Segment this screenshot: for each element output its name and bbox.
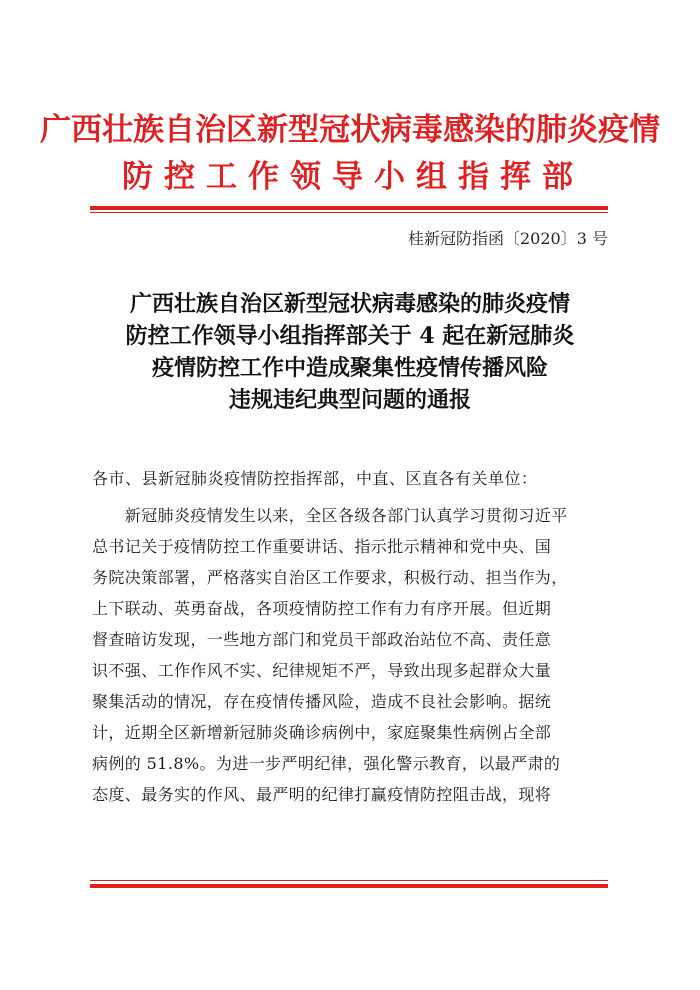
document-number: 桂新冠防指函〔2020〕3 号 xyxy=(408,229,608,248)
addressee: 各市、县新冠肺炎疫情防控指挥部，中直、区直各有关单位： xyxy=(92,469,538,488)
body-line: 务院决策部署，严格落实自治区工作要求，积极行动、担当作为， xyxy=(92,568,568,587)
body-line: 识不强、工作作风不实、纪律规矩不严，导致出现多起群众大量 xyxy=(92,661,552,680)
issuing-org-line-1: 广西壮族自治区新型冠状病毒感染的肺炎疫情 xyxy=(40,112,660,148)
body-line: 督查暗访发现，一些地方部门和党员干部政治站位不高、责任意 xyxy=(92,630,552,649)
title-line: 疫情防控工作中造成聚集性疫情传播风险 xyxy=(151,355,548,381)
header-rule-thin xyxy=(90,212,608,213)
body-paragraph xyxy=(92,500,608,810)
footer-rule-thick xyxy=(90,884,608,888)
body-line: 新冠肺炎疫情发生以来，全区各级各部门认真学习贯彻习近平 xyxy=(92,506,568,525)
title-line: 违规违纪典型问题的通报 xyxy=(228,387,471,413)
title-line: 广西壮族自治区新型冠状病毒感染的肺炎疫情 xyxy=(129,291,570,317)
header-rule-thick xyxy=(90,206,608,210)
body-line: 聚集活动的情况，存在疫情传播风险，造成不良社会影响。据统 xyxy=(92,692,552,711)
body-line: 上下联动、英勇奋战，各项疫情防控工作有力有序开展。但近期 xyxy=(92,599,552,618)
body-line: 总书记关于疫情防控工作重要讲话、指示批示精神和党中央、国 xyxy=(92,537,552,556)
document-title xyxy=(60,288,640,416)
footer-rule-thin xyxy=(90,880,608,881)
issuing-org-line-2: 防控工作领导小组指挥部 xyxy=(122,159,584,195)
body-line: 计，近期全区新增新冠肺炎确诊病例中，家庭聚集性病例占全部 xyxy=(92,723,552,742)
body-line: 病例的 51.8%。为进一步严明纪律，强化警示教育，以最严肃的 xyxy=(92,754,561,773)
title-line: 防控工作领导小组指挥部关于 4 起在新冠肺炎 xyxy=(125,323,575,349)
body-line: 态度、最务实的作风、最严明的纪律打赢疫情防控阻击战，现将 xyxy=(92,785,552,804)
